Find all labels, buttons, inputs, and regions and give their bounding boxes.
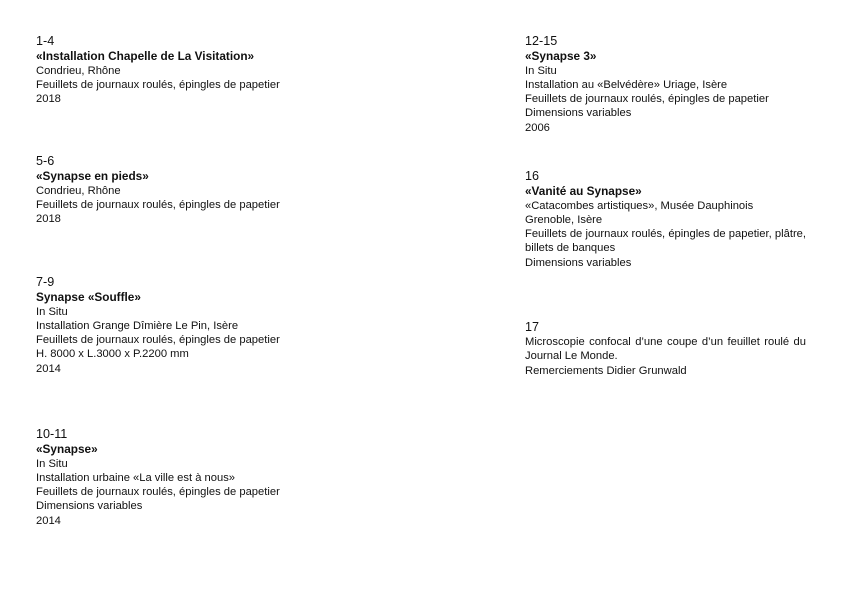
- entry-number: 7-9: [36, 275, 55, 289]
- entry-line: Installation urbaine «La ville est à nous»: [36, 471, 236, 484]
- entry-line: In Situ: [36, 457, 68, 470]
- entry-number: 10-11: [36, 427, 68, 441]
- entry-title: [36, 290, 280, 305]
- entry-title: «Installation Chapelle de La Visitation»: [36, 49, 255, 63]
- entry-line: Condrieu, Rhône: [36, 64, 121, 77]
- entry-line: 2014: [36, 362, 61, 375]
- entry-line: Feuillets de journaux roulés, épingles de papetier: [36, 198, 280, 211]
- entry-line: In Situ: [36, 305, 68, 318]
- entry-line: Feuillets de journaux roulés, épingles de papetier: [36, 78, 280, 91]
- entry-line: «Catacombes artistiques», Musée Dauphinois: [525, 199, 754, 212]
- entry-12-15: [525, 34, 769, 135]
- entry-line: 2018: [36, 213, 61, 226]
- entry-number: 1-4: [36, 34, 55, 48]
- entry-7-9: [36, 275, 280, 376]
- entry-line: Feuillets de journaux roulés, épingles de papetier: [525, 93, 769, 106]
- entry-line: Remerciements Didier Grunwald: [525, 364, 687, 377]
- entry-line: Grenoble, Isère: [525, 213, 603, 226]
- entry-line: Microscopie confocal d’une coupe d’un feuillet roulé du Journal Le Monde.: [525, 336, 806, 363]
- entry-line: Feuillets de journaux roulés, épingles de papetier, plâtre, billets de banques: [525, 228, 806, 255]
- entry-title: «Synapse 3»: [525, 49, 597, 63]
- entry-5-6: [36, 154, 280, 226]
- entry-line: Installation au «Belvédère» Uriage, Isère: [525, 78, 728, 91]
- entry-line: Feuillets de journaux roulés, épingles de papetier: [36, 334, 280, 347]
- entry-line: 2018: [36, 93, 61, 106]
- entry-number: 17: [525, 320, 540, 334]
- entry-1-4: [36, 34, 280, 106]
- entry-title: «Synapse»: [36, 442, 98, 456]
- entry-line: Feuillets de journaux roulés, épingles de papetier: [36, 486, 280, 499]
- entry-line: Dimensions variables: [525, 256, 632, 269]
- entry-line: Dimensions variables: [525, 107, 632, 120]
- entry-title-prefix: Synapse: [36, 290, 88, 304]
- entry-line: H. 8000 x L.3000 x P.2200 mm: [36, 348, 189, 361]
- entry-title: «Synapse en pieds»: [36, 169, 149, 183]
- entry-number: 12-15: [525, 34, 558, 48]
- entry-number: 16: [525, 169, 540, 183]
- entry-line: In Situ: [525, 64, 557, 77]
- entry-17: [525, 320, 806, 378]
- entry-line: Condrieu, Rhône: [36, 184, 121, 197]
- entry-title-main: «Souffle»: [87, 290, 141, 304]
- entry-number: 5-6: [36, 154, 55, 168]
- entry-line: 2014: [36, 514, 61, 527]
- entry-10-11: [36, 427, 280, 528]
- entry-title: «Vanité au Synapse»: [525, 184, 642, 198]
- entry-line: 2006: [525, 121, 550, 134]
- entry-line: Dimensions variables: [36, 500, 143, 513]
- entry-line: Installation Grange Dîmière Le Pin, Isère: [36, 319, 239, 332]
- entry-16: [525, 169, 806, 270]
